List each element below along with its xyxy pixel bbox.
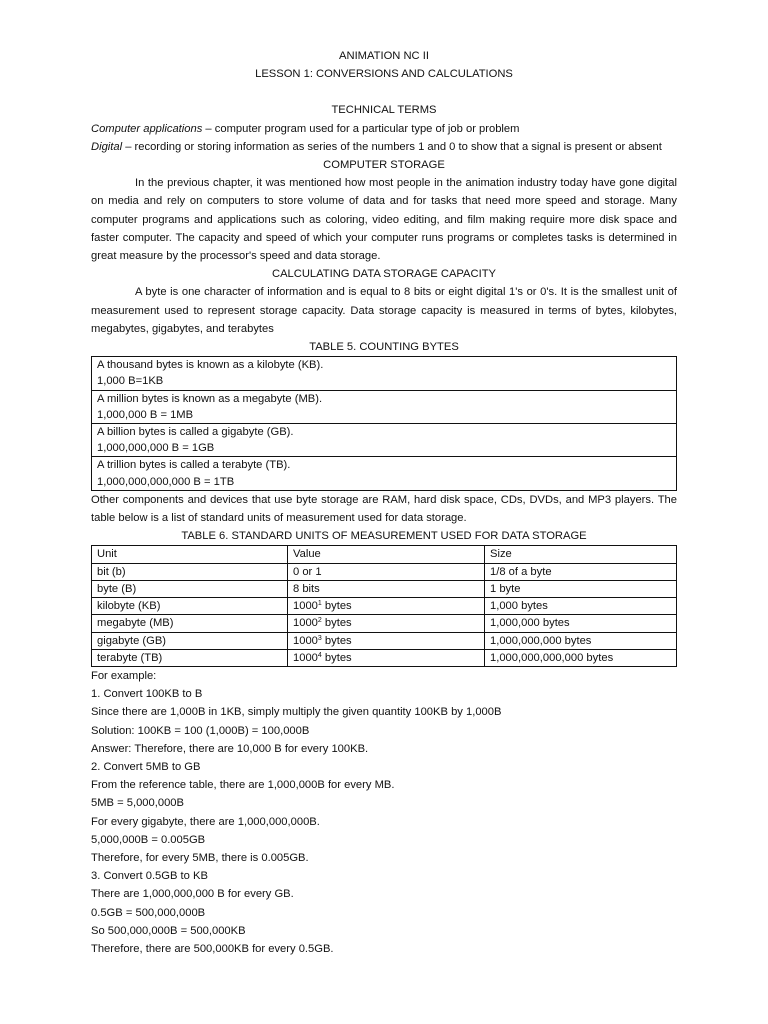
table-cell <box>92 390 677 423</box>
exponent: 2 <box>317 617 322 625</box>
term-computer-applications <box>91 120 677 138</box>
table-row <box>92 424 677 457</box>
table-row <box>92 563 677 580</box>
header-cell: Size <box>485 546 677 563</box>
value-unit: bytes <box>321 634 352 647</box>
unit-cell: gigabyte (GB) <box>92 632 288 649</box>
value-base: 1000 <box>293 617 318 630</box>
examples-section <box>91 667 677 958</box>
value-base: 1000 <box>293 634 318 647</box>
header-cell: Unit <box>92 546 288 563</box>
cell-line: 1,000,000,000,000 B = 1TB <box>97 475 235 488</box>
calculating-heading: CALCULATING DATA STORAGE CAPACITY <box>272 268 496 281</box>
value-base: 0 or 1 <box>293 565 322 578</box>
example-line: 0.5GB = 500,000,000B <box>91 906 206 919</box>
term-definition: – recording or storing information as series of the numbers 1 and 0 to show that a signal is present or absent <box>122 140 662 153</box>
example-line: 5MB = 5,000,000B <box>91 797 184 810</box>
example-line: Therefore, there are 500,000KB for every 0.5GB. <box>91 942 334 955</box>
course-title: ANIMATION NC II <box>339 50 429 62</box>
exponent: 1 <box>317 600 322 608</box>
example-line: 3. Convert 0.5GB to KB <box>91 870 208 883</box>
value-base: 1000 <box>293 651 318 664</box>
cell-line: 1,000 B=1KB <box>97 375 164 388</box>
value-unit: bytes <box>321 651 352 664</box>
unit-cell: kilobyte (KB) <box>92 598 288 615</box>
value-cell <box>288 580 485 597</box>
example-line: 5,000,000B = 0.005GB <box>91 833 206 846</box>
term-name: Digital <box>91 140 123 153</box>
unit-cell: terabyte (TB) <box>92 649 288 666</box>
example-line: So 500,000,000B = 500,000KB <box>91 924 246 937</box>
storage-units-table <box>91 545 677 666</box>
value-cell <box>288 598 485 615</box>
table5-caption: TABLE 5. COUNTING BYTES <box>309 341 459 354</box>
table-cell <box>92 457 677 490</box>
value-base: 8 bits <box>293 582 320 595</box>
counting-bytes-table <box>91 356 677 491</box>
cell-line: A million bytes is known as a megabyte (MB). <box>97 392 323 405</box>
size-cell: 1,000,000,000,000 bytes <box>485 649 677 666</box>
exponent: 4 <box>317 651 322 659</box>
computer-storage-heading: COMPUTER STORAGE <box>323 159 445 172</box>
cell-line: A billion bytes is called a gigabyte (GB). <box>97 426 294 439</box>
cell-line: 1,000,000,000 B = 1GB <box>97 442 215 455</box>
value-cell <box>288 563 485 580</box>
table-row <box>92 615 677 632</box>
term-digital <box>91 138 677 156</box>
lesson-title: LESSON 1: CONVERSIONS AND CALCULATIONS <box>255 68 513 81</box>
example-line: For example: <box>91 669 157 682</box>
table-row <box>92 649 677 666</box>
cell-line: A thousand bytes is known as a kilobyte (KB). <box>97 359 324 372</box>
table-row <box>92 632 677 649</box>
value-base: 1000 <box>293 600 318 613</box>
cell-line: 1,000,000 B = 1MB <box>97 408 194 421</box>
value-unit: bytes <box>321 617 352 630</box>
example-line: Therefore, for every 5MB, there is 0.005GB. <box>91 851 309 864</box>
size-cell: 1 byte <box>485 580 677 597</box>
cell-line: A trillion bytes is called a terabyte (TB). <box>97 459 291 472</box>
table-cell <box>92 357 677 390</box>
calculating-paragraph: A byte is one character of information and is equal to 8 bits or eight digital 1's or 0's. It is the smallest unit of measurement used to represent storage capacity. Data storage capacity is measured in terms of bytes, kilobytes, megabytes, gigabytes, and terabytes <box>91 286 677 335</box>
value-cell <box>288 632 485 649</box>
computer-storage-paragraph: In the previous chapter, it was mentioned how most people in the animation industry today have gone digital on media and rely on computers to store volume of data and for tasks that need more speed and storage. Many computer programs and applications such as coloring, video editing, and film making require more disk space and faster computer. The capacity and speed of which your computer runs programs or completes tasks is determined in great measure by the processor's speed and data storage. <box>91 177 677 263</box>
example-line: Since there are 1,000B in 1KB, simply multiply the given quantity 100KB by 1,000B <box>91 706 502 719</box>
table-row <box>92 598 677 615</box>
term-definition: – computer program used for a particular type of job or problem <box>202 122 520 135</box>
table-header-row <box>92 546 677 563</box>
header-cell: Value <box>288 546 485 563</box>
table-row <box>92 390 677 423</box>
term-name: Computer applications <box>91 122 203 135</box>
exponent: 3 <box>317 634 322 642</box>
example-line: Answer: Therefore, there are 10,000 B for every 100KB. <box>91 742 369 755</box>
table-row <box>92 457 677 490</box>
between-tables-paragraph: Other components and devices that use byte storage are RAM, hard disk space, CDs, DVDs, and MP3 players. The table below is a list of standard units of measurement used for data storage. <box>91 493 677 525</box>
size-cell: 1/8 of a byte <box>485 563 677 580</box>
spacer <box>91 83 677 101</box>
example-line: 2. Convert 5MB to GB <box>91 760 201 773</box>
example-line: From the reference table, there are 1,000,000B for every MB. <box>91 779 395 792</box>
technical-terms-heading: TECHNICAL TERMS <box>331 104 437 117</box>
value-cell <box>288 649 485 666</box>
table-row <box>92 357 677 390</box>
table6-caption: TABLE 6. STANDARD UNITS OF MEASUREMENT USED FOR DATA STORAGE <box>181 530 587 543</box>
value-cell <box>288 615 485 632</box>
table-cell <box>92 424 677 457</box>
value-unit: bytes <box>321 600 352 613</box>
unit-cell: megabyte (MB) <box>92 615 288 632</box>
example-line: There are 1,000,000,000 B for every GB. <box>91 888 294 901</box>
table-row <box>92 580 677 597</box>
example-line: Solution: 100KB = 100 (1,000B) = 100,000B <box>91 724 310 737</box>
size-cell: 1,000,000,000 bytes <box>485 632 677 649</box>
example-line: For every gigabyte, there are 1,000,000,000B. <box>91 815 320 828</box>
unit-cell: byte (B) <box>92 580 288 597</box>
size-cell: 1,000 bytes <box>485 598 677 615</box>
unit-cell: bit (b) <box>92 563 288 580</box>
example-line: 1. Convert 100KB to B <box>91 688 203 701</box>
size-cell: 1,000,000 bytes <box>485 615 677 632</box>
